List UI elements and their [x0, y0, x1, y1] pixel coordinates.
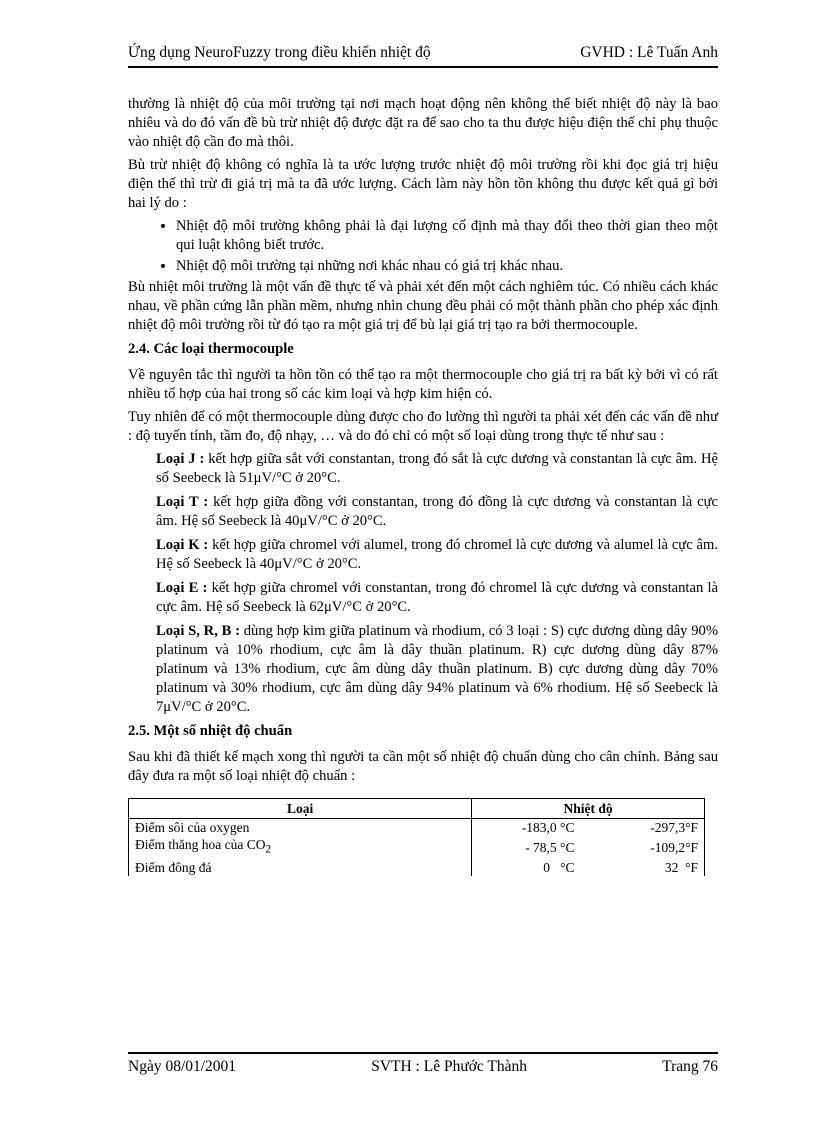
thermocouple-type-srb — [156, 622, 718, 717]
table-row — [129, 859, 705, 876]
thermocouple-type-e — [156, 579, 718, 617]
paragraph: Sau khi đã thiết kế mạch xong thì người ta cần một số nhiệt độ chuẩn dùng cho cân chỉnh. Bảng sau đây đưa ra một số loại nhiệt độ chuẩn : — [128, 749, 718, 784]
page-footer — [128, 1052, 718, 1076]
paragraph: Tuy nhiên để có một thermocouple dùng được cho đo lường thì người ta phải xét đến các vấn đề như : độ tuyến tính, tầm đo, độ nhạy, … và do đó chỉ có một số loại dùng trong thực tế như sau : — [128, 409, 718, 444]
thermocouple-type-t — [156, 493, 718, 531]
type-label: Loại S, R, B : — [156, 623, 240, 639]
type-label: Loại J : — [156, 451, 205, 467]
table-cell-celsius: - 78,5 °C — [472, 836, 581, 859]
paragraph: Bù nhiệt môi trường là một vấn đề thực tế và phải xét đến một cách nghiêm túc. Có nhiều cách khác nhau, về phần cứng lẫn phần mềm, nhưng nhìn chung đều phải có một thành phần cho phép xác định nhiệt độ môi trường rồi từ đó tạo ra một giá trị để bù lại giá trị tạo ra bởi thermocouple. — [128, 279, 718, 333]
type-label: Loại T : — [156, 494, 209, 510]
page-header — [128, 44, 718, 68]
section-heading: 2.5. Một số nhiệt độ chuẩn — [128, 723, 293, 739]
table-row — [129, 836, 705, 859]
type-description: kết hợp giữa chromel với constantan, trong đó chromel là cực dương và constantan là cực âm. Hệ số Seebeck là 62μV/°C ở 20°C. — [156, 580, 718, 615]
list-item: • Nhiệt độ môi trường không phải là đại lượng cố định mà thay đổi theo thời gian theo một qui luật không biết trước. — [176, 217, 718, 255]
type-description: kết hợp giữa chromel với alumel, trong đó chromel là cực dương và alumel là cực âm. Hệ số Seebeck là 40μV/°C ở 20°C. — [156, 537, 719, 572]
table-cell-fahrenheit: 32 °F — [580, 859, 704, 876]
table-cell-type: Điểm đông đá — [129, 859, 472, 876]
column-header-type: Loại — [129, 799, 472, 819]
list-item: • Nhiệt độ môi trường tại những nơi khác nhau có giá trị khác nhau. — [176, 257, 718, 276]
table-header-row — [129, 799, 705, 819]
table-cell-celsius: 0 °C — [472, 859, 581, 876]
section-heading: 2.4. Các loại thermocouple — [128, 341, 294, 357]
paragraph: Bù trừ nhiệt độ không có nghĩa là ta ước lượng trước nhiệt độ môi trường rồi khi đọc giá trị hiệu điện thế thì trừ đi giá trị mà ta đã ước lượng. Cách làm này hồn tồn không thu được kết quả gì bởi hai lý do : — [128, 157, 718, 211]
page-content — [128, 95, 718, 876]
header-title: Ứng dụng NeuroFuzzy trong điều khiển nhiệt độ — [128, 44, 431, 61]
column-header-temperature: Nhiệt độ — [472, 799, 705, 819]
type-description: kết hợp giữa đồng với constantan, trong đó đồng là cực dương và constantan là cực âm. Hệ số Seebeck là 40μV/°C ở 20°C. — [156, 494, 718, 529]
type-label: Loại K : — [156, 537, 209, 553]
header-advisor: GVHD : Lê Tuấn Anh — [580, 44, 718, 61]
thermocouple-type-j — [156, 450, 718, 488]
table-cell-type: Điểm thăng hoa của $CO_2$ — [129, 836, 472, 859]
reference-temperature-table — [128, 798, 705, 876]
paragraph: thường là nhiệt độ của môi trường tại nơi mạch hoạt động nên không thể biết nhiệt độ này là bao nhiêu và do đó vấn đề bù trừ nhiệt độ được đặt ra để sao cho ta thu được hiệu điện thế chỉ phụ thuộc vào nhiệt độ cần đo mà thôi. — [128, 96, 718, 150]
table-cell-celsius: -183,0 °C — [472, 819, 581, 837]
table-cell-type: Điểm sôi của oxygen — [129, 819, 472, 837]
table-row — [129, 819, 705, 837]
table-cell-fahrenheit: -297,3°F — [580, 819, 704, 837]
type-description: dùng hợp kim giữa platinum và rhodium, có 3 loại : S) cực dương dùng dây 90% platinum và 10% rhodium, cực âm là dây thuần platinum. R) cực dương dùng dây 87% platinum và 13% rhodium, cực âm dùng dây thuần platinum. B) cực dương dùng dây 70% platinum và 30% rhodium, cực âm dùng dây 94% platinum và 6% rhodium. Hệ số Seebeck là 7μV/°C ở 20°C. — [156, 623, 718, 715]
bullet-list — [128, 217, 718, 276]
footer-student: SVTH : Lê Phước Thành — [371, 1058, 527, 1075]
thermocouple-type-k — [156, 536, 718, 574]
footer-page-number: Trang 76 — [662, 1058, 718, 1075]
type-description: kết hợp giữa sắt với constantan, trong đó sắt là cực dương và constantan là cực âm. Hệ số Seebeck là 51μV/°C ở 20°C. — [156, 451, 719, 486]
paragraph: Về nguyên tắc thì người ta hồn tồn có thể tạo ra một thermocouple cho giá trị ra bất kỳ bởi vì có rất nhiều tổ hợp của hai trong số các kim loại và hợp kim hiện có. — [128, 367, 718, 402]
type-label: Loại E : — [156, 580, 208, 596]
table-cell-fahrenheit: -109,2°F — [580, 836, 704, 859]
footer-date: Ngày 08/01/2001 — [128, 1058, 237, 1075]
